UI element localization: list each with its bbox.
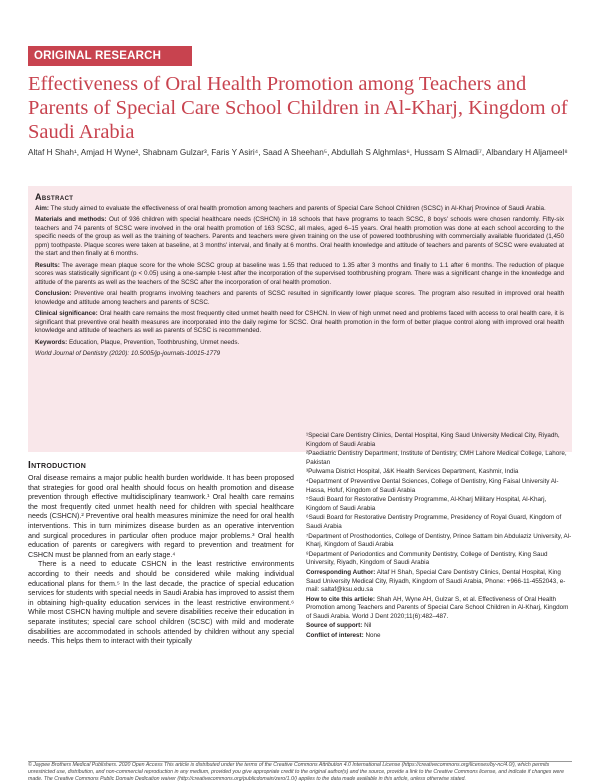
journal-citation-text: World Journal of Dentistry (2020): 10.5005/jp-journals-10015-1779 [35, 350, 221, 357]
clinical-label: Clinical significance: [35, 310, 98, 317]
abstract-box [28, 186, 572, 452]
source-of-support [306, 622, 572, 631]
article-title: Effectiveness of Oral Health Promotion among Teachers and Parents of Special Care School Children in Al-Kharj, Kingdom of Saudi Arabia [28, 73, 568, 143]
article-type-badge: ORIGINAL RESEARCH [28, 46, 192, 66]
abstract-aim [35, 205, 564, 214]
keywords-label: Keywords: [35, 338, 68, 346]
results-label: Results: [35, 261, 60, 269]
conclusion-label: Conclusion: [35, 290, 72, 297]
affiliation-4: ⁴Department of Preventive Dental Sciences, College of Dentistry, King Faisal University Al-Hassa, Hofuf, Kingdom of Saudi Arabia [306, 477, 559, 494]
affiliation-column [306, 432, 572, 642]
affiliation-1: ¹Special Care Dentistry Clinics, Dental Hospital, King Saud University Medical City, Riyadh, Kingdom of Saudi Arabia [306, 432, 560, 448]
abstract-methods [35, 216, 564, 259]
corresponding-text: Altaf H Shah, Special Care Dentistry Clinics, Dental Hospital, King Saud University Medical City, Riyadh, Kingdom of Saudi Arabia, Phone: +966-11-4552043, e-mail: saltaf@ksu.edu.sa [306, 568, 566, 594]
methods-label: Materials and methods: [35, 216, 107, 223]
affiliation-2: ²Paediatric Dentistry Department, Institute of Dentistry, CMH Lahore Medical College, Lahore, Pakistan [306, 450, 567, 466]
aim-label: Aim: [35, 204, 49, 212]
introduction-heading: Introduction [28, 460, 87, 471]
methods-text: Out of 936 children with special healthcare needs (CSHCN) in 18 schools that have programs to teach SCSC, 8 boys' schools were chosen randomly. Fifty-six teachers and 74 parents of SCSC were involved in the oral health promotion of 163 SCSC, all males, aged 6–15 years. Oral health promotion was done at each school according to the specific needs of the group as well as the training of teachers. Parents and teachers were given training on the use of powered toothbrushing with commercially available fluoridated (1,450 ppm) toothpaste. Plaque scores were taken at baseline, at 3 months' interval, and finally at 6 months. Oral health knowledge and attitude of teachers and parents of SCSC were evaluated at the start and then finally at 6 months. [35, 216, 564, 257]
cite-text: Shah AH, Wyne AH, Gulzar S, et al. Effectiveness of Oral Health Promotion among Teachers and Parents of Special Care School Children in Al-Kharj, Kingdom of Saudi Arabia. World J Dent 2020;11(6):482–487. [306, 595, 569, 620]
affiliation-7: ⁷Department of Prosthodontics, College of Dentistry, Prince Sattam bin Abdulaziz University, Al-Kharj, Kingdom of Saudi Arabia [306, 532, 572, 549]
support-label: Source of support: [306, 622, 363, 630]
conclusion-text: Preventive oral health programs involving teachers and parents of SCSC resulted in significantly lower plaque scores. The program also resulted in improved oral health knowledge and attitude among teachers and parents of SCSC. [35, 290, 564, 306]
author-list: Altaf H Shah¹, Amjad H Wyne², Shabnam Gulzar³, Faris Y Asiri⁴, Saad A Sheehan⁵, Abdullah S Alghmlas⁶, Hussam S Almadi⁷, Albandary H Aljameel⁸ [28, 148, 568, 157]
abstract-clinical [35, 310, 564, 336]
aim-text: The study aimed to evaluate the effectiveness of oral health promotion among teachers and parents of Special Care School Children (SCSC) in Al-Kharj Province of Saudi Arabia. [50, 204, 546, 212]
support-text: Nil [364, 622, 372, 630]
introduction-section [28, 460, 294, 647]
corresponding-author [306, 569, 572, 595]
conflict-text: None [365, 632, 381, 640]
cite-label: How to cite this article: [306, 595, 375, 603]
journal-citation [35, 350, 564, 359]
corresponding-label: Corresponding Author: [306, 568, 376, 576]
conflict-of-interest [306, 632, 572, 641]
affiliation-6: ⁶Saudi Board for Restorative Dentistry Programme, Presidency of Royal Guard, Kingdom of Saudi Arabia [306, 514, 562, 530]
keywords-text: Education, Plaque, Prevention, Toothbrushing, Unmet needs. [68, 338, 240, 346]
abstract-keywords [35, 339, 564, 348]
results-text: The average mean plaque score for the whole SCSC group at baseline was 1.55 that reduced to 1.35 after 3 months and finally to 1.1 after 6 months. The reduction of plaque scores was statistically significant (p < 0.05) using a one-sample t-test after the incorporation of the supervised toothbrushing program. There was a significant change in the knowledge and attitude of the parents as well as the teachers of the SCSC after the incorporation of oral health promotion. [35, 261, 564, 286]
affiliation-5: ⁵Saudi Board for Restorative Dentistry Programme, Al-Kharj Military Hospital, Al-Kharj, Kingdom of Saudi Arabia [306, 496, 547, 512]
conflict-label: Conflict of interest: [306, 632, 364, 640]
license-footer: © Jaypee Brothers Medical Publishers. 2020 Open Access This article is distributed under the terms of the Creative Commons Attribution 4.0 International License (https://creativecommons.org/licenses/by-nc/4.0/), which permits unrestricted use, distribution, and non-commercial reproduction in any medium, provided you give appropriate credit to the original author(s) and the source, provide a link to the Creative Commons license, and indicate if changes were made. The Creative Commons Public Domain Dedication waiver (http://creativecommons.org/publicdomain/zero/1.0/) applies to the data made available in this article, unless otherwise stated. [28, 762, 565, 782]
intro-paragraph-2: There is a need to educate CSHCN in the least restrictive environments according to their needs and should be considered while making individual educational plans for them.⁵ In the last decade, the practice of special education services for students with special needs in Saudi Arabia has improved to assist them in obtaining high-quality education services in the least restrictive environment.⁶ While most CSHCN having multiple and severe disabilities receive their education in separate institutes; special care school children (SCSC) with mild and moderate disabilities are accommodated in schools attended by children without any special needs. This helps them to interact with their typically [28, 560, 294, 646]
abstract-heading: Abstract [35, 192, 74, 202]
abstract-results [35, 262, 564, 288]
clinical-text: Oral health care remains the most frequently cited unmet health need for CSHCN. In view of high unmet need and problems faced with access to oral health care, it is significant that preventive oral health measures are incorporated into the daily regime for SCSC. Oral health promotion in the form of better plaque control along with improved oral health knowledge and attitude of teachers as well as parents of SCSC is recommended. [35, 310, 565, 334]
affiliation-8: ⁸Department of Periodontics and Community Dentistry, College of Dentistry, King Saud University, Riyadh, Kingdom of Saudi Arabia [306, 550, 548, 567]
intro-paragraph-1: Oral disease remains a major public health burden worldwide. It has been proposed that strategies for good oral health should focus on health promotion and disease prevention through effective multidisciplinary teamwork.¹ Oral health care remains the most frequently cited unmet health need for children with special healthcare needs (CSHCN).² Preventive oral health measures minimize the need for oral health interventions. This in turn minimizes disease burden as an operative intervention and surgical procedures in particular often produce major problems.³ Oral health education of parents or caregivers with regard to prevention and treatment for CSHCN must be planned from an early stage.⁴ [28, 474, 294, 559]
affiliation-3: ³Pulwama District Hospital, J&K Health Services Department, Kashmir, India [306, 468, 519, 476]
how-to-cite [306, 596, 572, 622]
abstract-conclusion [35, 290, 564, 307]
